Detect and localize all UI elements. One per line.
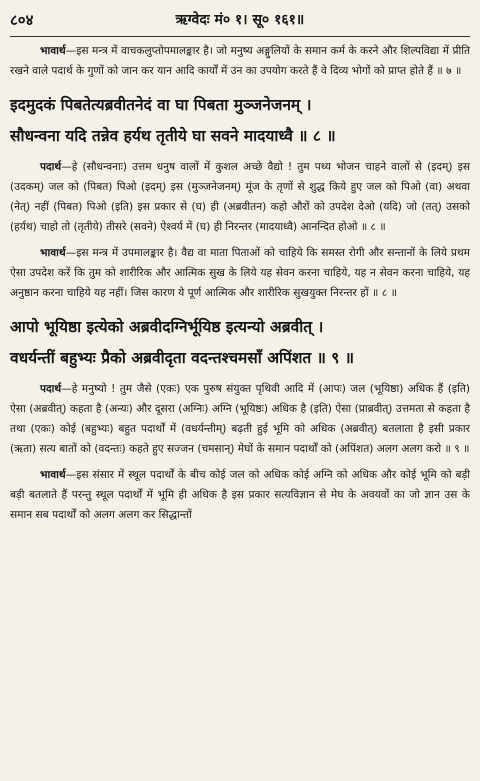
padarth-text: —हे मनुष्यो ! तुम जैसे (एकः) एक पुरुष संयुक्त पृथिवी आदि में (आपः) जल (भूयिष्ठा) अधिक हैं (इति) ऐसा (अब्रवीत्) कहता है (अन्यः) और दूसरा (अग्निः) अग्नि (भूयिष्ठः) अधिक है (इति) ऐसा (प्राब्रवीत्) उत्तमता से कहता है तथा (एकः) कोई (बहुभ्यः) बहुत पदार्थों में (वधर्यन्तीम्) बढ़ती हुई भूमि को अधिक (अब्रवीत्) बतलाता है इसी प्रकार (ऋता) सत्य बातों को (वदन्तः) कहते हुए सज्जन (चमसान्) मेघों के समान पदार्थों को (अपिंशत) अलग अलग करो ॥ ९ ॥ [10, 383, 470, 455]
padarth-paragraph-9 [10, 379, 470, 459]
bhavarth-paragraph-7 [10, 41, 470, 81]
bhavarth-label: भावार्थ [40, 469, 66, 481]
bhavarth-label: भावार्थ [40, 247, 66, 259]
mantra-9-line-2: वधर्यन्तीं बहुभ्यः प्रैको अब्रवीदृता वदन्तश्चमसाँ अपिंशत ॥ ९ ॥ [10, 348, 355, 367]
bhavarth-text: —इस मन्त्र में वाचकलुप्तोपमालङ्कार है। जो मनुष्य अङ्गुलियों के समान कर्म के करने और शिल्पविद्या में प्रीति रखने वाले पदार्थ के गुणों को जान कर यान आदि कार्यों में उन का उपयोग करते हैं वे दिव्य भोगों को प्राप्त होते हैं ॥ ७ ॥ [10, 45, 470, 77]
running-head: ऋग्वेदः मं० १। सू० १६१॥ [175, 12, 305, 28]
mantra-8-line-1: इदमुदकं पिबतेत्यब्रवीतनेदं वा घा पिबता मुञ्जनेजनम् । [10, 95, 312, 114]
book-page [10, 6, 470, 525]
bhavarth-label: भावार्थ [40, 45, 66, 57]
bhavarth-text: —इस मन्त्र में उपमालङ्कार है। वैद्य वा माता पिताओं को चाहिये कि समस्त रोगी और सन्तानों के लिये प्रथम ऐसा उपदेश करें कि तुम को शारीरिक और आत्मिक सुख के लिये यह सेवन करना चाहिये, यह न सेवन करना चाहिये, यह अनुष्ठान करना चाहिये यह नहीं। जिस कारण ये पूर्ण आत्मिक और शारीरिक सुखयुक्त निरन्तर हों ॥ ८ ॥ [10, 247, 470, 299]
page-number: ८०४ [10, 11, 34, 29]
bhavarth-text: —इस संसार में स्थूल पदार्थों के बीच कोई जल को अधिक कोई अग्नि को अधिक और कोई भूमि को बड़ी बड़ी बतलाते हैं परन्तु स्थूल पदार्थों में भूमि ही अधिक है इस प्रकार सत्यविज्ञान से मेघ के अवयवों का जो ज्ञान उस के समान सब पदार्थों को अलग अलग कर सिद्धान्तों [10, 469, 470, 521]
padarth-label: पदार्थ [40, 383, 62, 395]
padarth-paragraph-8 [10, 157, 470, 237]
mantra-8-line-2: सौधन्वना यदि तन्नेव हर्यथ तृतीये घा सवने मादयाध्वै ॥ ८ ॥ [10, 126, 336, 145]
bhavarth-paragraph-8 [10, 243, 470, 303]
bhavarth-paragraph-9 [10, 465, 470, 525]
padarth-text: —हे (सौधन्वनाः) उत्तम धनुष वालों में कुशल अच्छे वैद्यो ! तुम पथ्य भोजन चाहने वालों से (इदम्) इस (उदकम्) जल को (पिबत) पिओ (इदम्) इस (मुञ्जनेजनम्) मूंज के तृणों से शुद्ध किये हुए जल को पिओ (वा) अथवा (नेत्) नहीं (पिबत) पिओ (इति) इस प्रकार से (घ) ही (अब्रवीतन) कहो औरों को उपदेश देओ (यदि) जो (तत्) उसको (हर्यथ) चाहो तो (तृतीये) तीसरे (सवने) ऐश्वर्य में (घ) ही निरन्तर (मादयाध्वै) आनन्दित होओ ॥ ८ ॥ [10, 161, 470, 233]
page-header [10, 6, 470, 37]
mantra-9-line-1: आपो भूयिष्ठा इत्येको अब्रवीदग्निर्भूयिष्ठ इत्यन्यो अब्रवीत् । [10, 317, 324, 336]
padarth-label: पदार्थ [40, 161, 62, 173]
